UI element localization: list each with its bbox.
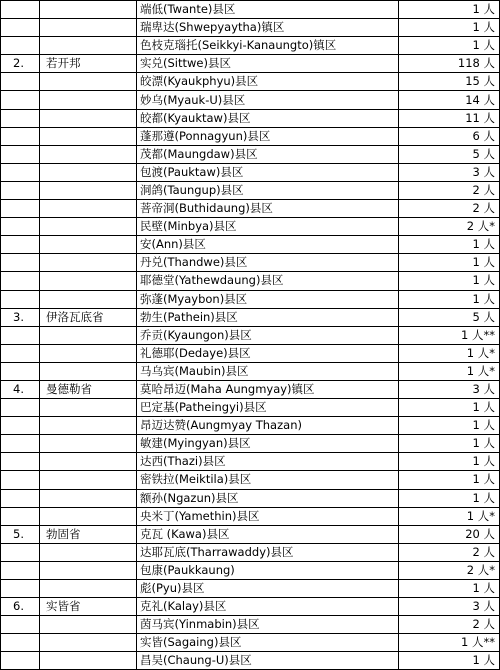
township-name-cell: 实皆(Sagaing)县区	[137, 634, 399, 652]
row-number-cell: 6.	[1, 598, 40, 616]
table-body	[1, 1, 500, 670]
table-row	[1, 435, 500, 453]
count-cell: 1 人	[399, 272, 500, 290]
township-name-cell: 蓬那遵(Ponnagyun)县区	[137, 127, 399, 145]
state-name-cell	[40, 435, 137, 453]
count-cell: 1 人**	[399, 634, 500, 652]
count-cell: 11 人	[399, 109, 500, 127]
table-row	[1, 399, 500, 417]
row-number-cell	[1, 109, 40, 127]
township-name-cell: 马乌宾(Maubin)县区	[137, 362, 399, 380]
row-number-cell	[1, 634, 40, 652]
table-row	[1, 471, 500, 489]
township-name-cell: 昌吴(Chaung-U)县区	[137, 652, 399, 670]
count-cell: 2 人	[399, 200, 500, 218]
count-cell: 2 人	[399, 181, 500, 199]
row-number-cell	[1, 543, 40, 561]
state-name-cell	[40, 634, 137, 652]
table-row	[1, 1, 500, 19]
table-row	[1, 19, 500, 37]
state-name-cell	[40, 507, 137, 525]
row-number-cell: 4.	[1, 380, 40, 398]
row-number-cell: 2.	[1, 55, 40, 73]
township-name-cell: 茵马宾(Yinmabin)县区	[137, 616, 399, 634]
state-name-cell	[40, 200, 137, 218]
table-row	[1, 380, 500, 398]
state-name-cell	[40, 489, 137, 507]
count-cell: 118 人	[399, 55, 500, 73]
table-row	[1, 91, 500, 109]
table-row	[1, 344, 500, 362]
count-cell: 1 人	[399, 417, 500, 435]
row-number-cell	[1, 362, 40, 380]
township-name-cell: 勃生(Pathein)县区	[137, 308, 399, 326]
state-name-cell: 若开邦	[40, 55, 137, 73]
township-name-cell: 乔贡(Kyaungon)县区	[137, 326, 399, 344]
count-cell: 1 人*	[399, 344, 500, 362]
row-number-cell	[1, 272, 40, 290]
state-name-cell	[40, 145, 137, 163]
state-name-cell	[40, 109, 137, 127]
township-name-cell: 洞鸽(Taungup)县区	[137, 181, 399, 199]
row-number-cell	[1, 561, 40, 579]
row-number-cell	[1, 471, 40, 489]
count-cell: 3 人	[399, 598, 500, 616]
count-cell: 2 人*	[399, 218, 500, 236]
state-name-cell	[40, 181, 137, 199]
count-cell: 1 人	[399, 453, 500, 471]
table-row	[1, 598, 500, 616]
row-number-cell	[1, 73, 40, 91]
township-name-cell: 丹兑(Thandwe)县区	[137, 254, 399, 272]
count-cell: 1 人**	[399, 326, 500, 344]
table-row	[1, 200, 500, 218]
row-number-cell	[1, 507, 40, 525]
count-cell: 1 人*	[399, 362, 500, 380]
row-number-cell	[1, 91, 40, 109]
township-name-cell: 克礼(Kalay)县区	[137, 598, 399, 616]
township-name-cell: 妙乌(Myauk-U)县区	[137, 91, 399, 109]
row-number-cell	[1, 127, 40, 145]
count-cell: 1 人*	[399, 507, 500, 525]
table-row	[1, 507, 500, 525]
township-name-cell: 菩帝洞(Buthidaung)县区	[137, 200, 399, 218]
township-name-cell: 安(Ann)县区	[137, 236, 399, 254]
township-name-cell: 昂迈达赞(Aungmyay Thazan)	[137, 417, 399, 435]
township-name-cell: 巴定基(Patheingyi)县区	[137, 399, 399, 417]
count-cell: 14 人	[399, 91, 500, 109]
state-name-cell	[40, 127, 137, 145]
township-name-cell: 礼德耶(Dedaye)县区	[137, 344, 399, 362]
count-cell: 1 人	[399, 254, 500, 272]
table-row	[1, 580, 500, 598]
state-name-cell	[40, 326, 137, 344]
township-name-cell: 端低(Twante)县区	[137, 1, 399, 19]
township-name-cell: 色枝克瑙托(Seikkyi-Kanaungto)镇区	[137, 37, 399, 55]
township-name-cell: 皎都(Kyauktaw)县区	[137, 109, 399, 127]
row-number-cell	[1, 290, 40, 308]
row-number-cell	[1, 19, 40, 37]
count-cell: 1 人	[399, 471, 500, 489]
state-name-cell	[40, 19, 137, 37]
township-name-cell: 达西(Thazi)县区	[137, 453, 399, 471]
township-name-cell: 实兑(Sittwe)县区	[137, 55, 399, 73]
row-number-cell	[1, 218, 40, 236]
state-name-cell	[40, 362, 137, 380]
count-cell: 1 人	[399, 236, 500, 254]
state-name-cell	[40, 471, 137, 489]
count-cell: 1 人	[399, 652, 500, 670]
table-row	[1, 308, 500, 326]
township-name-cell: 彪(Pyu)县区	[137, 580, 399, 598]
state-name-cell	[40, 218, 137, 236]
count-cell: 1 人	[399, 580, 500, 598]
row-number-cell: 5.	[1, 525, 40, 543]
state-name-cell: 曼德勒省	[40, 380, 137, 398]
count-cell: 1 人	[399, 399, 500, 417]
row-number-cell	[1, 399, 40, 417]
table-row	[1, 254, 500, 272]
table-row	[1, 181, 500, 199]
count-cell: 3 人	[399, 163, 500, 181]
row-number-cell	[1, 417, 40, 435]
table-row	[1, 109, 500, 127]
row-number-cell	[1, 344, 40, 362]
table-row	[1, 73, 500, 91]
table-row	[1, 127, 500, 145]
count-cell: 15 人	[399, 73, 500, 91]
state-name-cell	[40, 399, 137, 417]
township-name-cell: 克瓦 (Kawa)县区	[137, 525, 399, 543]
count-cell: 1 人	[399, 489, 500, 507]
township-name-cell: 莫哈昂迈(Maha Aungmyay)镇区	[137, 380, 399, 398]
state-name-cell: 勃固省	[40, 525, 137, 543]
township-name-cell: 达耶瓦底(Tharrawaddy)县区	[137, 543, 399, 561]
count-cell: 2 人*	[399, 561, 500, 579]
count-cell: 2 人	[399, 616, 500, 634]
count-cell: 1 人	[399, 1, 500, 19]
state-name-cell	[40, 236, 137, 254]
state-name-cell	[40, 37, 137, 55]
table-row	[1, 55, 500, 73]
count-cell: 6 人	[399, 127, 500, 145]
count-cell: 1 人	[399, 37, 500, 55]
row-number-cell	[1, 616, 40, 634]
table-row	[1, 543, 500, 561]
state-name-cell	[40, 580, 137, 598]
state-name-cell	[40, 91, 137, 109]
count-cell: 2 人	[399, 543, 500, 561]
state-name-cell: 伊洛瓦底省	[40, 308, 137, 326]
table-row	[1, 218, 500, 236]
state-name-cell	[40, 616, 137, 634]
count-cell: 5 人	[399, 308, 500, 326]
row-number-cell	[1, 1, 40, 19]
state-name-cell	[40, 543, 137, 561]
table-row	[1, 272, 500, 290]
row-number-cell	[1, 435, 40, 453]
table-row	[1, 236, 500, 254]
township-name-cell: 瑞卑达(Shwepyaytha)镇区	[137, 19, 399, 37]
table-row	[1, 489, 500, 507]
count-cell: 3 人	[399, 380, 500, 398]
township-name-cell: 额孙(Ngazun)县区	[137, 489, 399, 507]
table-row	[1, 525, 500, 543]
table-row	[1, 362, 500, 380]
state-name-cell	[40, 1, 137, 19]
township-name-cell: 皎漂(Kyaukphyu)县区	[137, 73, 399, 91]
table-row	[1, 145, 500, 163]
township-name-cell: 密铁拉(Meiktila)县区	[137, 471, 399, 489]
table-row	[1, 37, 500, 55]
state-name-cell	[40, 561, 137, 579]
count-cell: 5 人	[399, 145, 500, 163]
table-row	[1, 163, 500, 181]
table-row	[1, 290, 500, 308]
row-number-cell	[1, 181, 40, 199]
row-number-cell	[1, 254, 40, 272]
state-name-cell	[40, 417, 137, 435]
row-number-cell: 3.	[1, 308, 40, 326]
count-cell: 20 人	[399, 525, 500, 543]
table-row	[1, 453, 500, 471]
state-name-cell	[40, 272, 137, 290]
township-name-cell: 敏建(Myingyan)县区	[137, 435, 399, 453]
table-row	[1, 561, 500, 579]
table-row	[1, 326, 500, 344]
row-number-cell	[1, 489, 40, 507]
row-number-cell	[1, 236, 40, 254]
state-name-cell	[40, 73, 137, 91]
state-name-cell	[40, 163, 137, 181]
row-number-cell	[1, 163, 40, 181]
township-name-cell: 弥蓬(Myaybon)县区	[137, 290, 399, 308]
row-number-cell	[1, 580, 40, 598]
state-name-cell: 实皆省	[40, 598, 137, 616]
state-name-cell	[40, 453, 137, 471]
row-number-cell	[1, 326, 40, 344]
row-number-cell	[1, 453, 40, 471]
table-row	[1, 417, 500, 435]
table-row	[1, 616, 500, 634]
row-number-cell	[1, 145, 40, 163]
state-name-cell	[40, 254, 137, 272]
township-name-cell: 包康(Paukkaung)	[137, 561, 399, 579]
row-number-cell	[1, 200, 40, 218]
township-name-cell: 耶德堂(Yathewdaung)县区	[137, 272, 399, 290]
state-name-cell	[40, 290, 137, 308]
count-cell: 1 人	[399, 290, 500, 308]
township-name-cell: 央米丁(Yamethin)县区	[137, 507, 399, 525]
row-number-cell	[1, 37, 40, 55]
state-name-cell	[40, 344, 137, 362]
township-name-cell: 民壁(Minbya)县区	[137, 218, 399, 236]
township-name-cell: 包渡(Pauktaw)县区	[137, 163, 399, 181]
count-cell: 1 人	[399, 19, 500, 37]
count-cell: 1 人	[399, 435, 500, 453]
township-name-cell: 茂都(Maungdaw)县区	[137, 145, 399, 163]
table-row	[1, 634, 500, 652]
